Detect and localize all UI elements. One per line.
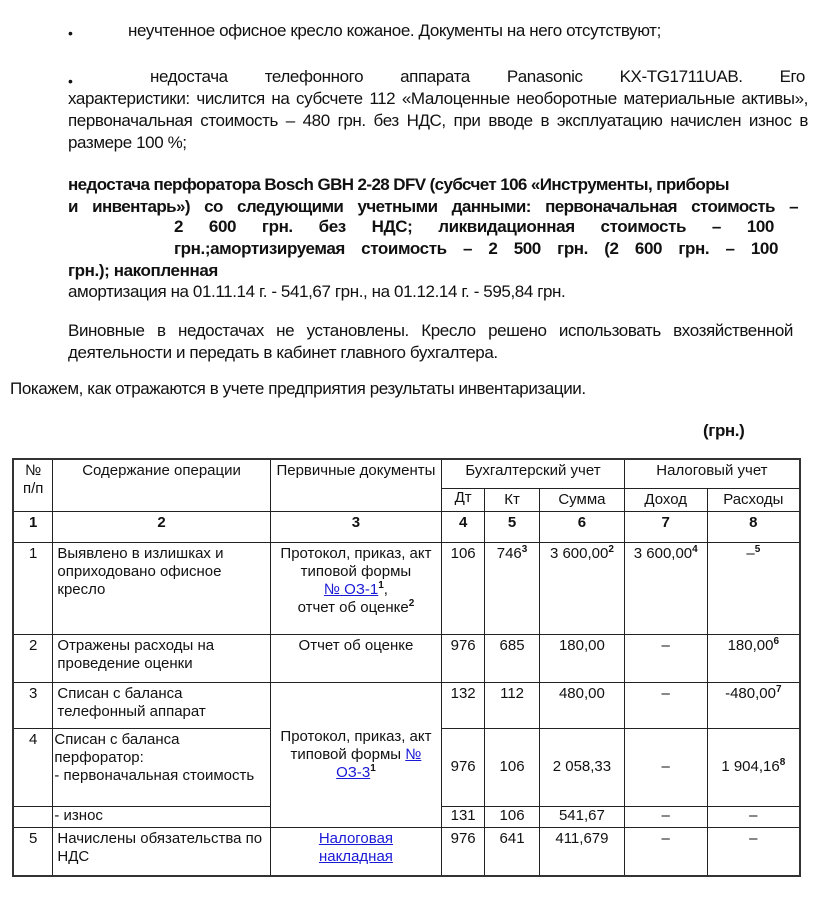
row-kt: 106 (485, 806, 540, 827)
row-content: Отражены расходы на проведение оценки (53, 634, 270, 682)
intro-sentence: Покажем, как отражаются в учете предприятия результаты инвентаризации. (10, 379, 586, 398)
row-num: 1 (13, 542, 53, 634)
row-dt: 976 (442, 634, 485, 682)
row-docs: Протокол, приказ, акт типовой формы № $ОЗ-1^1$, отчет об оценке$^2$ (270, 542, 441, 634)
row-income: – (624, 827, 707, 876)
perforator-line5: грн.); накопленная (68, 261, 218, 280)
income-value: 3 600,00 (633, 544, 693, 562)
row-num: 2 (13, 634, 53, 682)
header-content: Содержание операции (53, 459, 270, 511)
docs-text: Протокол, приказ, акт типовой формы (280, 727, 432, 763)
sum-value: 3 600,00 (549, 544, 609, 562)
header-sum: Сумма (540, 488, 625, 511)
bullet-marker: • (68, 73, 73, 89)
column-number: 8 (707, 511, 800, 542)
table-row (13, 827, 800, 876)
row-num-empty (13, 806, 53, 827)
row-kt: 641 (485, 827, 540, 876)
row-sum: 180,00 (540, 634, 625, 682)
row-dt: 132 (442, 682, 485, 728)
form-oz1-link[interactable]: № ОЗ-1 (323, 580, 379, 598)
expenses-value: 1 904,16 (721, 758, 780, 775)
perforator-line2: и инвентарь») со следующими учетными данными: первоначальная стоимость – (68, 197, 798, 216)
column-number: 7 (624, 511, 707, 542)
row-sum: 2 058,33 (540, 728, 625, 806)
row-expenses (707, 728, 800, 806)
docs-text: отчет об оценке (297, 598, 409, 616)
row-kt: 106 (485, 728, 540, 806)
footnote-ref: 5 (754, 543, 761, 555)
row-dt: 976 (442, 827, 485, 876)
column-number: 5 (485, 511, 540, 542)
inventory-results-table (12, 458, 801, 877)
row-expenses: – (707, 806, 800, 827)
footnote-ref: 4 (692, 543, 698, 555)
row-dt: 131 (442, 806, 485, 827)
header-accounting: Бухгалтерский учет (442, 459, 625, 488)
expenses-value: -480,00 (725, 684, 776, 702)
table-row (13, 634, 800, 682)
bullet-chair-text: неучтенное офисное кресло кожаное. Документы на него отсутствуют; (128, 21, 661, 40)
row-content: - износ (53, 806, 270, 827)
row-income (624, 542, 707, 634)
row-kt: 685 (485, 634, 540, 682)
row-content (53, 728, 270, 806)
row-sum: 480,00 (540, 682, 625, 728)
column-number: 4 (442, 511, 485, 542)
column-number: 1 (13, 511, 53, 542)
row-dt: 976 (442, 728, 485, 806)
footnote-ref: 2 (608, 543, 614, 555)
bullet-marker: • (68, 25, 73, 41)
table-row (13, 682, 800, 728)
row-kt (485, 542, 540, 634)
footnote-ref: 6 (773, 635, 780, 647)
perforator-line6: амортизация на 01.11.14 г. - 541,67 грн., на 01.12.14 г. - 595,84 грн. (68, 282, 566, 301)
column-number: 2 (53, 511, 270, 542)
header-dt: Дт (442, 488, 485, 511)
footnote-ref: 7 (775, 683, 782, 695)
row-expenses (707, 682, 800, 728)
docs-text: Протокол, приказ, акт типовой формы (280, 544, 432, 580)
footnote-ref: 1 (370, 762, 376, 774)
row-income: – (624, 634, 707, 682)
row-num: 3 (13, 682, 53, 728)
column-number: 3 (270, 511, 441, 542)
row-expenses: – (707, 827, 800, 876)
header-income: Доход (624, 488, 707, 511)
row-income: – (624, 682, 707, 728)
row-expenses (707, 542, 800, 634)
kt-value: 746 (496, 544, 522, 562)
perforator-line3: 2 600 грн. без НДС; ликвидационная стоимость – 100 (174, 217, 774, 236)
perforator-line1: недостача перфоратора Bosch GBH 2-28 DFV (субсчет 106 «Инструменты, приборы (68, 175, 729, 194)
bullet-phone-line1: недостача телефонного аппарата Panasonic KX-TG1711UAB. Его (150, 67, 805, 86)
row-content: Выявлено в излишках и оприходовано офисное кресло (53, 542, 270, 634)
header-kt: Кт (485, 488, 540, 511)
row-sum: 541,67 (540, 806, 625, 827)
header-expenses: Расходы (707, 488, 800, 511)
footnote-ref: 2 (408, 597, 415, 609)
row-sum (540, 542, 625, 634)
row-docs (270, 827, 441, 876)
row-sum: 411,679 (540, 827, 625, 876)
row-num: 5 (13, 827, 53, 876)
content-sub: - первоначальная стоимость (54, 766, 255, 784)
header-num: № п/п (13, 459, 53, 511)
row-num: 4 (13, 728, 53, 806)
header-docs: Первичные документы (270, 459, 441, 511)
row-income: – (624, 728, 707, 806)
row-content: Начислены обязательства по НДС (53, 827, 270, 876)
guilty-paragraph: Виновные в недостачах не установлены. Кресло решено использовать вхозяйственной деятельности и передать в кабинет главного бухгалтера. (68, 321, 793, 362)
row-docs-merged (270, 682, 441, 827)
footnote-ref: 8 (779, 757, 786, 768)
bullet-phone-text: характеристики: числится на субсчете 112 «Малоценные необоротные материальные активы», первоначальная стоимость – 480 грн. без НДС, при вводе в эксплуатацию начислен износ в размере 100 %; (68, 89, 808, 152)
footnote-ref: 3 (521, 543, 528, 555)
content-main: Списан с баланса перфоратор: (54, 730, 180, 766)
unit-label: (грн.) (703, 421, 745, 440)
row-expenses (707, 634, 800, 682)
row-dt: 106 (442, 542, 485, 634)
form-oz3-link[interactable]: № ОЗ-3 (336, 745, 422, 781)
perforator-line4: грн.;амортизируемая стоимость – 2 500 грн. (2 600 грн. – 100 (174, 239, 778, 258)
header-tax: Налоговый учет (624, 459, 800, 488)
expenses-value: 180,00 (727, 636, 774, 654)
row-kt: 112 (485, 682, 540, 728)
row-income: – (624, 806, 707, 827)
row-content: Списан с баланса телефонный аппарат (53, 682, 270, 728)
table-row (13, 542, 800, 634)
expenses-value: – (746, 544, 755, 562)
footnote-ref: 1 (378, 579, 384, 591)
tax-invoice-link[interactable]: Налоговая накладная (318, 829, 394, 865)
row-docs: Отчет об оценке (270, 634, 441, 682)
column-number: 6 (540, 511, 625, 542)
